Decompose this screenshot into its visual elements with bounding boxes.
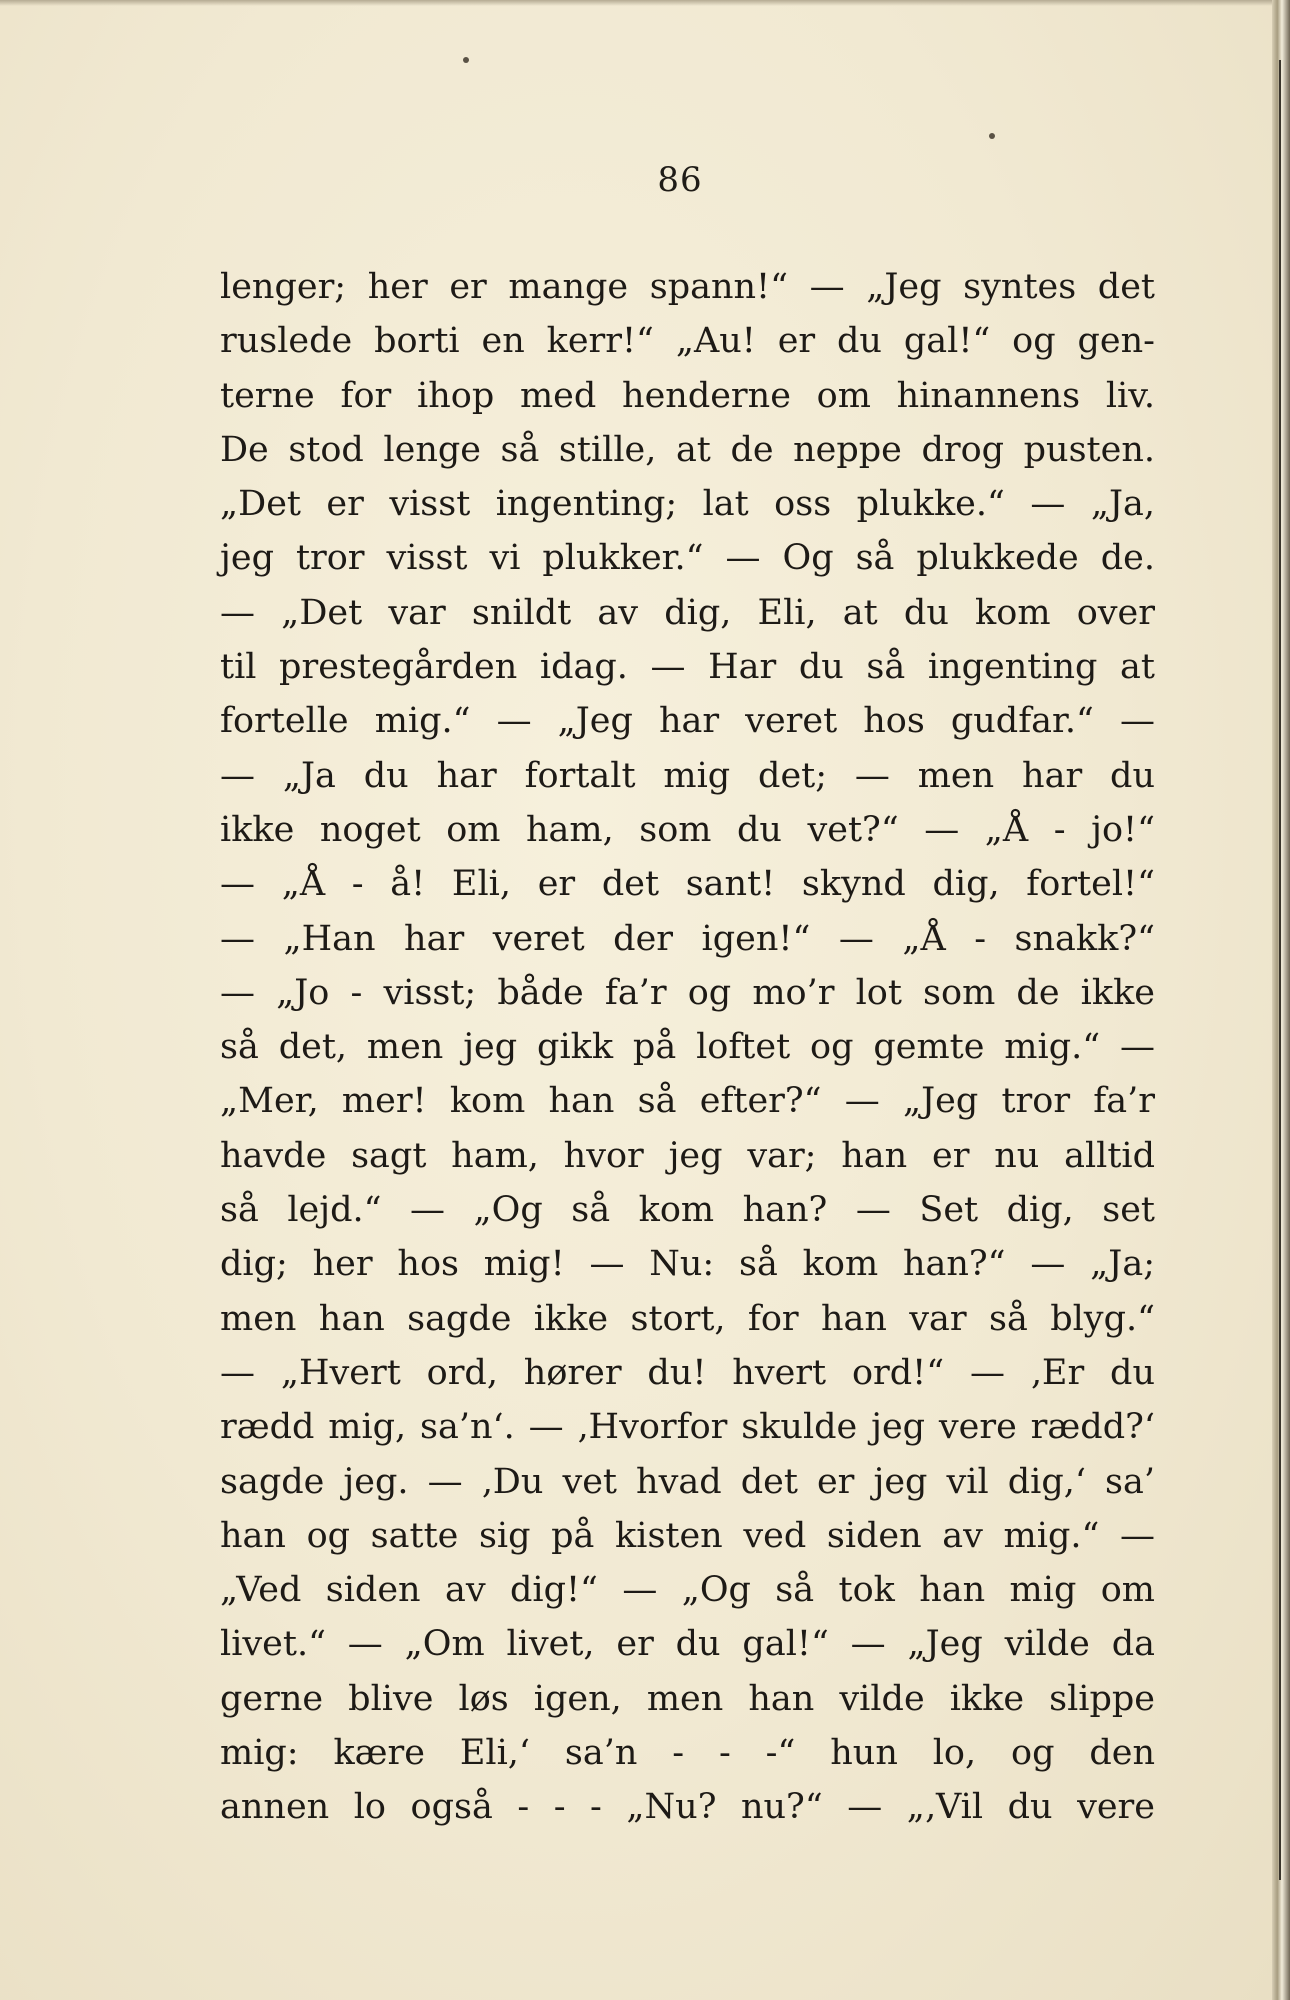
- text-line: — „Han har veret der igen!“ — „Å - snakk?“: [220, 918, 1155, 959]
- text-line: — „Ja du har fortalt mig det; — men har du: [220, 755, 1155, 796]
- text-line: jeg tror visst vi plukker.“ — Og så plukkede de.: [220, 538, 1155, 579]
- text-line: lenger; her er mange spann!“ — „Jeg syntes det: [220, 267, 1155, 307]
- text-line: — „Å - å! Eli, er det sant! skynd dig, fortel!“: [220, 864, 1155, 905]
- text-line: De stod lenge så stille, at de neppe drog pusten.: [220, 429, 1155, 470]
- text-line: terne for ihop med henderne om hinannens liv.: [220, 375, 1155, 416]
- text-line: så det, men jeg gikk på loftet og gemte mig.“ —: [220, 1027, 1155, 1068]
- text-line: annen lo også - - - „Nu? nu?“ — „‚Vil du vere: [220, 1787, 1155, 1828]
- text-line: fortelle mig.“ — „Jeg har veret hos gudfar.“ —: [220, 701, 1155, 742]
- text-line: dig; her hos mig! — Nu: så kom han?“ — „Ja;: [220, 1244, 1155, 1285]
- text-line: havde sagt ham, hvor jeg var; han er nu alltid: [220, 1135, 1155, 1176]
- text-line: — „Det var snildt av dig, Eli, at du kom over: [220, 592, 1155, 633]
- text-line: mig: kære Eli,‘ sa’n - - -“ hun lo, og den: [220, 1733, 1155, 1774]
- text-line: „Det er visst ingenting; lat oss plukke.“ — „Ja,: [220, 484, 1155, 525]
- text-line: „Mer, mer! kom han så efter?“ — „Jeg tror fa’r: [220, 1081, 1155, 1122]
- text-line: så lejd.“ — „Og så kom han? — Set dig, set: [220, 1190, 1155, 1231]
- text-line: sagde jeg. — ‚Du vet hvad det er jeg vil dig,‘ sa’: [220, 1461, 1155, 1502]
- text-line: ikke noget om ham, som du vet?“ — „Å - jo!“: [220, 809, 1155, 850]
- paper-speck: [463, 57, 469, 63]
- text-line: — „Hvert ord, hører du! hvert ord!“ — ‚Er du: [220, 1352, 1155, 1393]
- text-line: ruslede borti en kerr!“ „Au! er du gal!“ og gen-: [220, 321, 1155, 362]
- text-line: livet.“ — „Om livet, er du gal!“ — „Jeg vilde da: [220, 1624, 1155, 1665]
- page-top-edge: [0, 0, 1290, 6]
- text-line: rædd mig, sa’n‘. — ‚Hvorfor skulde jeg vere rædd?‘: [220, 1407, 1155, 1448]
- paper-speck: [989, 133, 995, 139]
- text-line: — „Jo - visst; både fa’r og mo’r lot som de ikke: [220, 972, 1155, 1013]
- book-spine: [1272, 0, 1290, 2000]
- text-line: han og satte sig på kisten ved siden av mig.“ —: [220, 1515, 1155, 1556]
- text-line: „Ved siden av dig!“ — „Og så tok han mig om: [220, 1570, 1155, 1611]
- page-body-text: [220, 260, 1155, 1835]
- text-line: men han sagde ikke stort, for han var så blyg.“: [220, 1298, 1155, 1339]
- spine-shadow-line: [1279, 60, 1281, 1880]
- text-line: til prestegården idag. — Har du så ingenting at: [220, 647, 1155, 688]
- text-line: gerne blive løs igen, men han vilde ikke slippe: [220, 1678, 1155, 1719]
- page-number: 86: [657, 160, 703, 200]
